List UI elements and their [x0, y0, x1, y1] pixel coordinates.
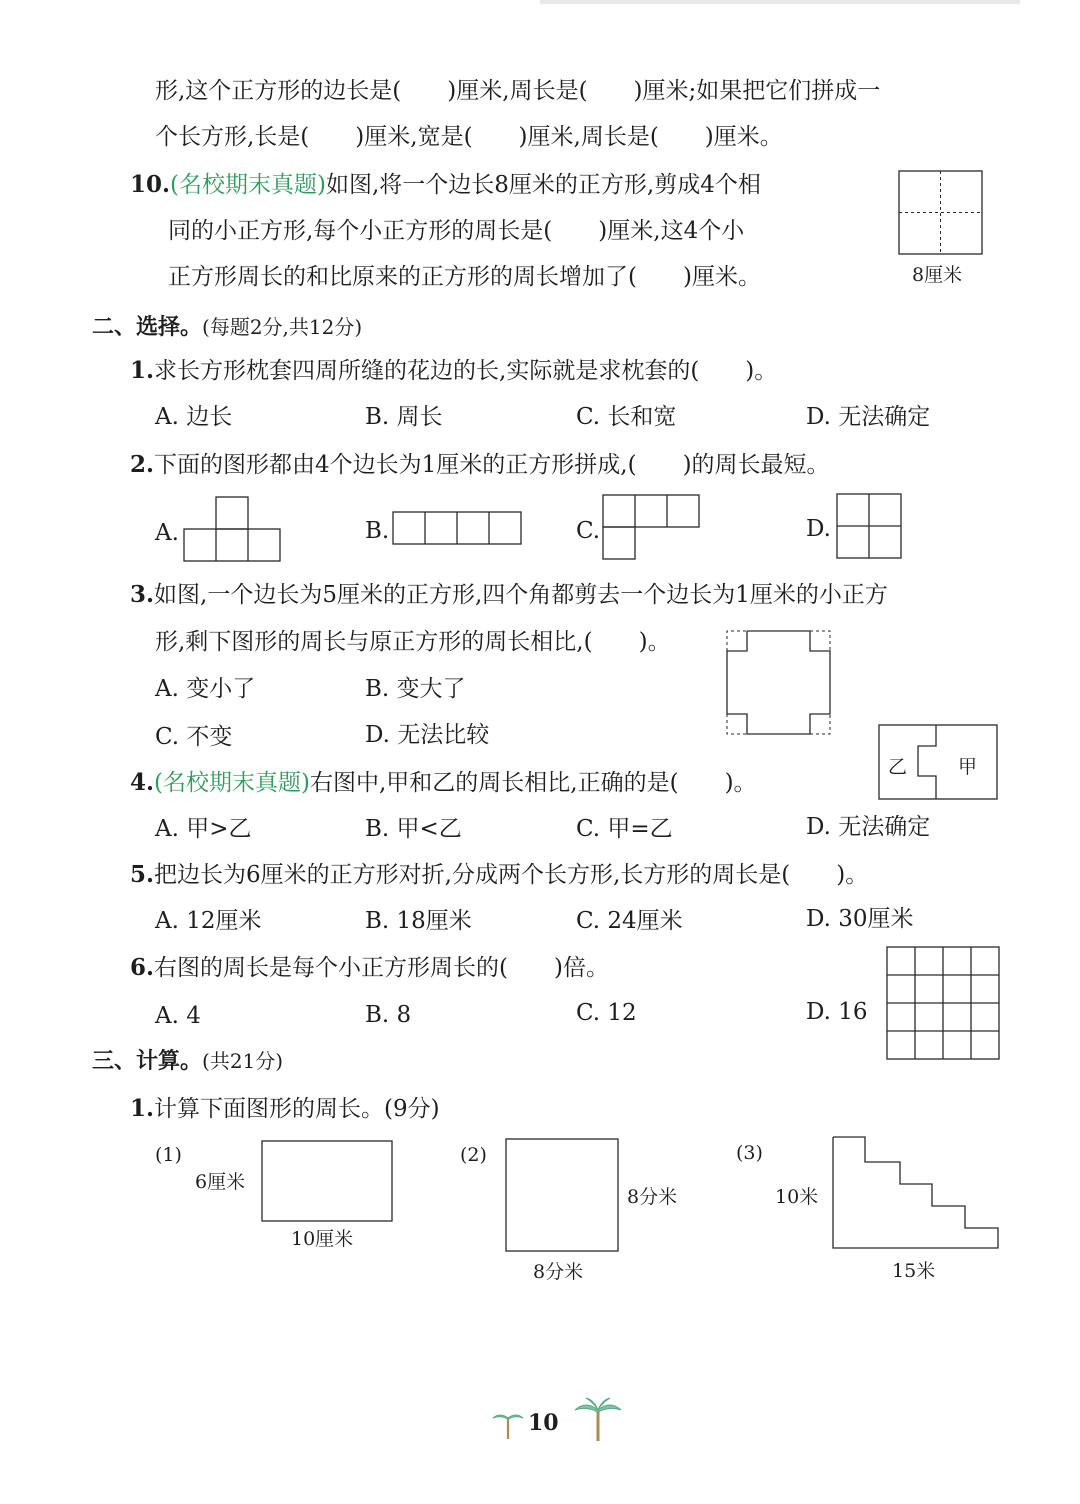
- s2-q5-text: 把边长为6厘米的正方形对折,分成两个长方形,长方形的周长是( )。: [154, 862, 869, 888]
- s2-q1-number: 1.: [130, 357, 155, 384]
- s3-fig2-side-label: 8分米: [627, 1186, 678, 1208]
- s2-q1-text: 求长方形枕套四周所缝的花边的长,实际就是求枕套的( )。: [154, 358, 778, 384]
- s3-fig1-side-label: 6厘米: [195, 1171, 246, 1193]
- section2-heading: [92, 312, 362, 343]
- q10-text1: 如图,将一个边长8厘米的正方形,剪成4个相: [325, 172, 761, 198]
- s2-q2-figure-b: [392, 511, 524, 547]
- s2-q5-number: 5.: [130, 861, 155, 888]
- q10-line3: 正方形周长的和比原来的正方形的周长增加了( )厘米。: [168, 264, 761, 290]
- s2-q6-option-d: D. 16: [806, 999, 868, 1025]
- s2-q2-text: 下面的图形都由4个边长为1厘米的正方形拼成,( )的周长最短。: [154, 452, 830, 478]
- q9-line1: 形,这个正方形的边长是( )厘米,周长是( )厘米;如果把它们拼成一: [155, 78, 881, 104]
- s2-q3-line1: [130, 580, 888, 610]
- s2-q6-text: 右图的周长是每个小正方形周长的( )倍。: [154, 955, 609, 981]
- s2-q2-figure-a: [183, 496, 283, 564]
- s3-fig2-label: (2): [460, 1144, 487, 1166]
- s2-q3-option-c: C. 不变: [155, 724, 233, 750]
- s2-q2-figure-c: [602, 494, 702, 562]
- s2-q3-option-a: A. 变小了: [155, 676, 256, 702]
- s2-q4-tag: (名校期末真题): [154, 770, 310, 796]
- s3-q1-text: 计算下面图形的周长。(9分): [154, 1096, 440, 1122]
- q10-line1: [130, 170, 761, 200]
- s2-q5-option-d: D. 30厘米: [806, 906, 914, 932]
- s3-fig3-bottom-label: 15米: [892, 1260, 936, 1282]
- s2-q5-option-b: B. 18厘米: [365, 908, 472, 934]
- s3-fig3-side-label: 10米: [775, 1186, 819, 1208]
- s2-q4-option-a: A. 甲>乙: [155, 816, 252, 842]
- page-number: 10: [528, 1410, 559, 1436]
- palm-tree-icon: [492, 1406, 524, 1440]
- s3-fig1-bottom-label: 10厘米: [291, 1228, 354, 1250]
- s3-fig2-bottom-label: 8分米: [533, 1261, 584, 1283]
- s2-q6-option-c: C. 12: [576, 1000, 637, 1026]
- s2-q4-option-b: B. 甲<乙: [365, 816, 462, 842]
- s2-q1-option-d: D. 无法确定: [806, 404, 931, 430]
- s2-q5-option-a: A. 12厘米: [155, 908, 262, 934]
- s2-q6-number: 6.: [130, 954, 155, 981]
- s2-q3-cut-corner-square: [726, 630, 834, 738]
- s2-q1-option-a: A. 边长: [155, 404, 233, 430]
- s2-q2-option-d: D.: [806, 516, 831, 542]
- s2-q3-line2: 形,剩下图形的周长与原正方形的周长相比,( )。: [155, 629, 671, 655]
- s2-q1-option-b: B. 周长: [365, 404, 443, 430]
- s2-q5: [130, 860, 868, 890]
- s2-q4-number: 4.: [130, 769, 155, 796]
- section2-title: 二、选择。: [92, 315, 203, 340]
- s2-q6-option-a: A. 4: [155, 1003, 201, 1029]
- s2-q4-label-jia: 甲: [958, 756, 978, 778]
- s2-q3-option-d: D. 无法比较: [365, 722, 490, 748]
- q9-line2: 个长方形,长是( )厘米,宽是( )厘米,周长是( )厘米。: [155, 124, 783, 150]
- q10-number: 10.: [130, 171, 171, 198]
- s2-q2-number: 2.: [130, 451, 155, 478]
- s3-fig2-square: [505, 1138, 621, 1254]
- s3-fig1-rectangle: [261, 1140, 395, 1224]
- top-edge-shadow: [540, 0, 1020, 4]
- s2-q3-text1: 如图,一个边长为5厘米的正方形,四个角都剪去一个边长为1厘米的小正方: [154, 582, 888, 608]
- q10-tag: (名校期末真题): [170, 172, 326, 198]
- s2-q4-label-yi: 乙: [888, 756, 908, 778]
- s2-q2-option-a: A.: [155, 520, 179, 546]
- s2-q4: [130, 768, 757, 798]
- s2-q6-grid-figure: [886, 946, 1002, 1062]
- s2-q6-option-b: B. 8: [365, 1002, 412, 1028]
- s2-q1-option-c: C. 长和宽: [576, 404, 677, 430]
- section3-subtitle: (共21分): [202, 1049, 284, 1073]
- q10-fig-label: 8厘米: [912, 264, 963, 286]
- s3-fig1-label: (1): [155, 1144, 182, 1166]
- q10-line2: 同的小正方形,每个小正方形的周长是( )厘米,这4个小: [168, 218, 745, 244]
- s2-q2: [130, 450, 830, 480]
- s2-q6: [130, 953, 609, 983]
- section2-subtitle: (每题2分,共12分): [202, 315, 363, 339]
- s2-q1: [130, 356, 777, 386]
- s2-q4-text: 右图中,甲和乙的周长相比,正确的是( )。: [309, 770, 757, 796]
- s2-q5-option-c: C. 24厘米: [576, 908, 683, 934]
- s3-fig3-staircase: [832, 1136, 1002, 1252]
- palm-tree-large-icon: [574, 1396, 622, 1442]
- s2-q2-option-c: C.: [576, 518, 601, 544]
- s2-q2-figure-d: [836, 493, 904, 561]
- s3-q1-number: 1.: [130, 1095, 155, 1122]
- s3-q1: [130, 1094, 440, 1124]
- q10-square-figure: [898, 170, 984, 256]
- s3-fig3-label: (3): [736, 1142, 763, 1164]
- s2-q4-option-d: D. 无法确定: [806, 814, 931, 840]
- s2-q3-number: 3.: [130, 581, 155, 608]
- section3-title: 三、计算。: [92, 1049, 203, 1074]
- section3-heading: [92, 1046, 283, 1077]
- s2-q3-option-b: B. 变大了: [365, 676, 466, 702]
- s2-q4-option-c: C. 甲=乙: [576, 816, 673, 842]
- s2-q2-option-b: B.: [365, 518, 390, 544]
